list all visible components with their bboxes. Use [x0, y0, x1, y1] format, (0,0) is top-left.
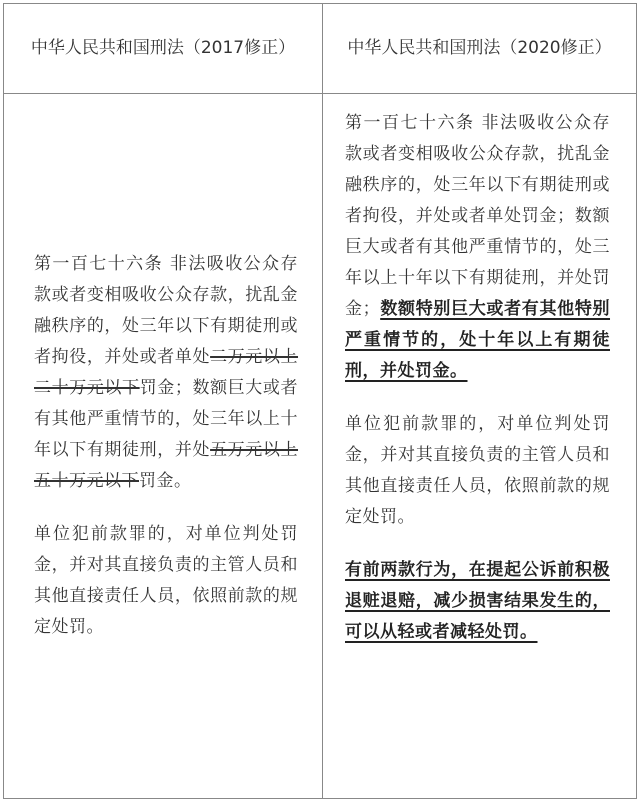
- article-176-2017-para1: [34, 249, 298, 497]
- article-176-2017-para2: 单位犯前款罪的，对单位判处罚金，并对其直接负责的主管人员和其他直接责任人员，依照前款的规定处罚。: [34, 524, 298, 637]
- text-segment: 罚金。: [139, 471, 192, 491]
- body-cell-2017: [4, 94, 323, 799]
- comparison-table: [3, 3, 637, 799]
- header-title-2017: 中华人民共和国刑法（2017修正）: [30, 38, 296, 58]
- article-176-2020-para3-added: 有前两款行为，在提起公诉前积极退赃退赔，减少损害结果发生的，可以从轻或者减轻处罚。: [345, 560, 610, 642]
- text-segment: 罚金；数额巨大或者有其他严重情节的，处三年以上十年以下有期徒刑，并处: [34, 378, 299, 460]
- header-title-2020: 中华人民共和国刑法（2020修正）: [347, 38, 612, 58]
- body-cell-2020: [323, 94, 637, 799]
- header-cell-2017: [4, 4, 323, 94]
- added-text: 数额特别巨大或者有其他特别严重情节的，处十年以上有期徒刑，并处罚金。: [345, 299, 611, 381]
- text-segment: 第一百七十六条 非法吸收公众存款或者变相吸收公众存款，扰乱金融秩序的，处三年以下有期徒刑或者拘役，并处或者单处: [34, 254, 298, 367]
- body-row: [4, 94, 637, 799]
- deleted-text: 五万元以上五十万元以下: [34, 440, 299, 491]
- article-176-2020-para2: 单位犯前款罪的，对单位判处罚金，并对其直接负责的主管人员和其他直接责任人员，依照前款的规定处罚。: [345, 414, 610, 527]
- header-row: [4, 4, 637, 94]
- article-176-2020-para1: [345, 108, 610, 387]
- header-cell-2020: [323, 4, 637, 94]
- text-segment: 第一百七十六条 非法吸收公众存款或者变相吸收公众存款，扰乱金融秩序的，处三年以下有期徒刑或者拘役，并处或者单处罚金；数额巨大或者有其他严重情节的，处三年以上十年以下有期徒刑，并处罚金；: [345, 113, 610, 319]
- deleted-text: 二万元以上二十万元以下: [34, 347, 299, 398]
